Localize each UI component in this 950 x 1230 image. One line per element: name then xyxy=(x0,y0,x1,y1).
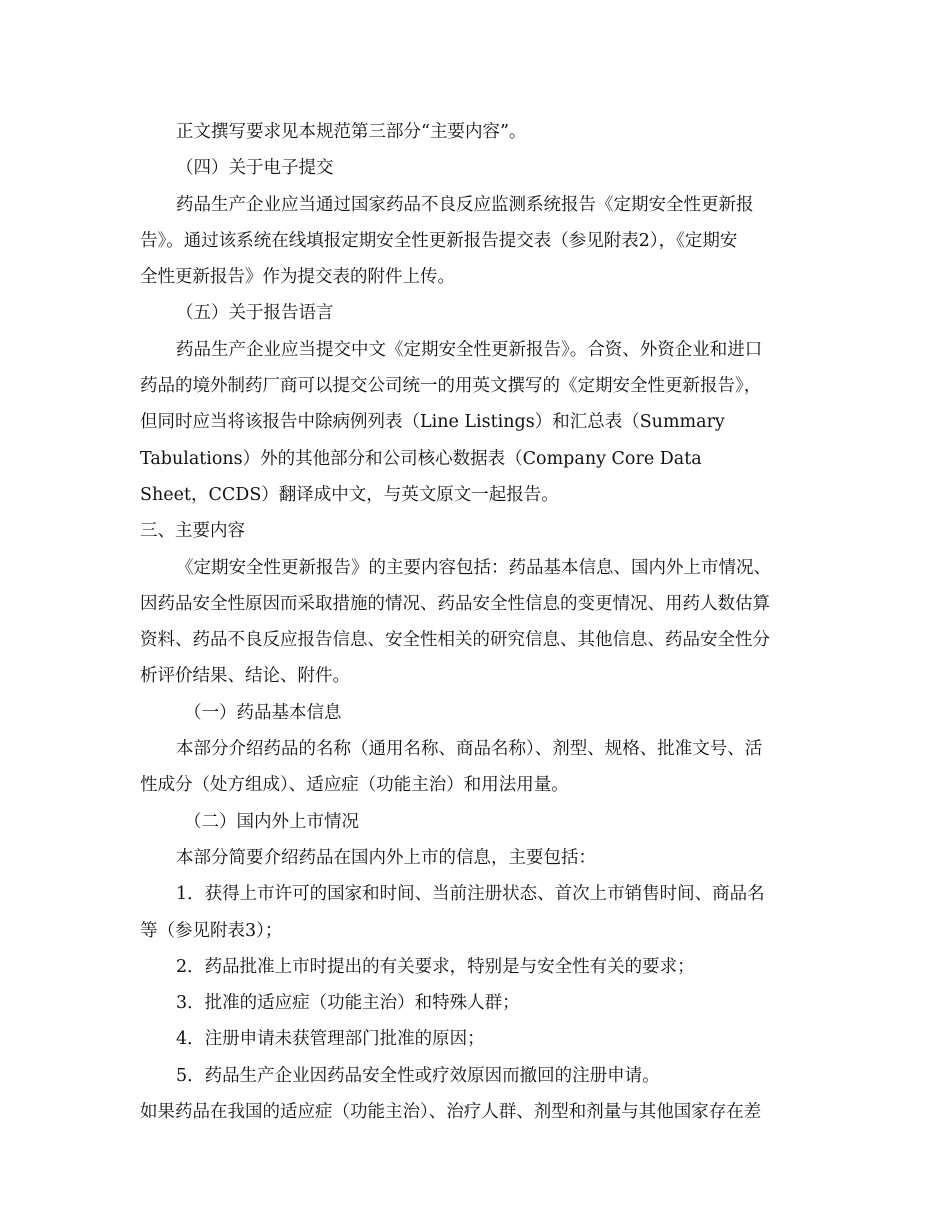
paragraph-line: 如果药品在我国的适应症（功能主治）、治疗人群、剂型和剂量与其他国家存在差 xyxy=(140,1102,762,1123)
list-item: 3．批准的适应症（功能主治）和特殊人群； xyxy=(176,993,520,1014)
paragraph-line: 《定期安全性更新报告》的主要内容包括：药品基本信息、国内外上市情况、 xyxy=(176,557,771,578)
paragraph-line: 但同时应当将该报告中除病例列表（Line Listings）和汇总表（Summary xyxy=(140,412,725,433)
paragraph-line: Tabulations）外的其他部分和公司核心数据表（Company Core Data xyxy=(140,448,702,469)
section-heading-report-language: （五）关于报告语言 xyxy=(176,303,334,324)
section-heading-market-status: （二）国内外上市情况 xyxy=(184,811,359,832)
section-heading-basic-info: （一）药品基本信息 xyxy=(184,702,342,723)
chapter-heading-main-content: 三、主要内容 xyxy=(140,521,245,542)
document-body xyxy=(140,114,812,1130)
paragraph-line: 药品的境外制药厂商可以提交公司统一的用英文撰写的《定期安全性更新报告》， xyxy=(140,376,762,397)
paragraph-line: 药品生产企业应当提交中文《定期安全性更新报告》。合资、外资企业和进口 xyxy=(176,339,763,360)
paragraph-line: 药品生产企业应当通过国家药品不良反应监测系统报告《定期安全性更新报 xyxy=(176,194,754,215)
list-item-continuation: 等（参见附表3）； xyxy=(140,920,283,941)
paragraph-line: 告》。通过该系统在线填报定期安全性更新报告提交表（参见附表2），《定期安 xyxy=(140,230,738,251)
paragraph-line: 析评价结果、结论、附件。 xyxy=(140,666,350,687)
section-heading-electronic-submission: （四）关于电子提交 xyxy=(176,158,334,179)
paragraph-line: 正文撰写要求见本规范第三部分“主要内容”。 xyxy=(176,122,527,142)
list-item: 1．获得上市许可的国家和时间、当前注册状态、首次上市销售时间、商品名 xyxy=(176,884,765,905)
list-item: 4．注册申请未获管理部门批准的原因； xyxy=(176,1029,485,1050)
paragraph-line: 性成分（处方组成）、适应症（功能主治）和用法用量。 xyxy=(140,775,569,796)
list-item: 5．药品生产企业因药品安全性或疗效原因而撤回的注册申请。 xyxy=(176,1065,660,1086)
paragraph-line: 本部分简要介绍药品在国内外上市的信息，主要包括： xyxy=(176,847,596,868)
paragraph-line: 本部分介绍药品的名称（通用名称、商品名称）、剂型、规格、批准文号、活 xyxy=(176,739,763,760)
list-item: 2．药品批准上市时提出的有关要求，特别是与安全性有关的要求； xyxy=(176,956,695,977)
paragraph-line: 因药品安全性原因而采取措施的情况、药品安全性信息的变更情况、用药人数估算 xyxy=(140,593,770,614)
paragraph-line: Sheet，CCDS）翻译成中文，与英文原文一起报告。 xyxy=(140,484,559,505)
paragraph-line: 资料、药品不良反应报告信息、安全性相关的研究信息、其他信息、药品安全性分 xyxy=(140,630,770,651)
paragraph-line: 全性更新报告》作为提交表的附件上传。 xyxy=(140,267,455,288)
